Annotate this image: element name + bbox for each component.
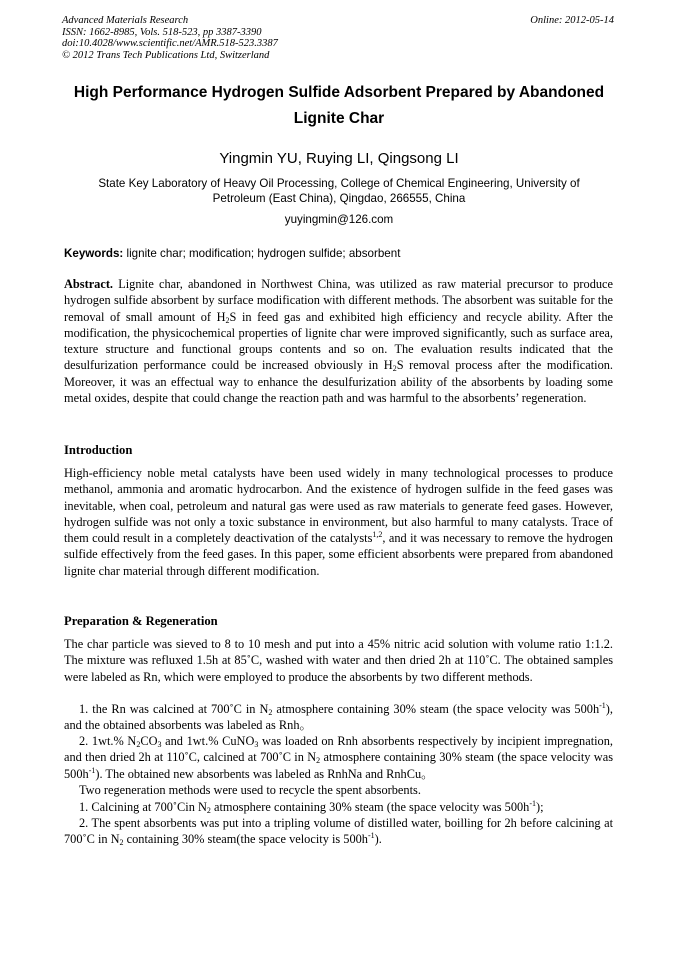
journal-header [62,15,278,61]
affiliation-line-2: Petroleum (East China), Qingdao, 266555, China [212,192,466,205]
affiliation-line-1: State Key Laboratory of Heavy Oil Processing, College of Chemical Engineering, University of [98,177,580,190]
title-line-2: Lignite Char [293,110,385,127]
affiliation [72,176,606,206]
journal-doi: doi:10.4028/www.scientific.net/AMR.518-523.3387 [62,38,278,49]
preparation-paragraph: The char particle was sieved to 8 to 10 mesh and put into a 45% nitric acid solution with volume ratio 1:1.2. The mixture was refluxed 1.5h at 85˚C, washed with water and then dried 2h at 110˚C. The obtained samples were labeled as Rn, which were employed to produce the absorbents by two different methods. [64,637,613,684]
journal-name: Advanced Materials Research [62,15,189,26]
regeneration-intro: Two regeneration methods were used to recycle the spent absorbents. [79,783,421,797]
keywords-text: lignite char; modification; hydrogen sulfide; absorbent [126,247,401,260]
keywords [64,247,400,260]
regeneration-method-1: 1. Calcining at 700˚Cin $N_2$ atmosphere containing 30% steam (the space velocity was $500h^{-1}$); [79,799,544,815]
preparation-heading: Preparation & Regeneration [64,614,218,628]
author-list: Yingmin YU, Ruying LI, Qingsong LI [219,150,459,167]
method-1-paragraph: 1. the Rn was calcined at 700˚C in $N_2$ atmosphere containing 30% steam (the space velocity was $500h^{-1}$), and the obtained absorbents was labeled as Rnh。 [64,701,613,733]
method-2-paragraph: 2. 1wt.% $N_2CO_3$ and 1wt.% CuNO$_3$ was loaded on Rnh absorbents respectively by incipient impregnation, and then dried 2h at 110˚C, calcined at 700˚C in $N_2$ atmosphere containing 30% steam (the space velocity was $500h^{-1}$). The obtained new absorbents was labeled as RnhNa and RnhCu。 [64,734,613,781]
abstract-label: Abstract. [64,277,114,291]
introduction-heading: Introduction [64,443,133,457]
introduction-paragraph: High-efficiency noble metal catalysts have been used widely in many technological processes to produce methanol, ammonia and aromatic hydrocarbon. And the existence of hydrogen sulfide in the feed gases was inevitable, when coal, petroleum and natural gas were used as raw materials to generate feed gases. However, hydrogen sulfide was not only a toxic substance in environment, but also harmful to many catalysts. Trace of them could result in a completely deactivation of the catalysts$^{1,2}$, and it was necessary to remove the hydrogen sulfide effectively from the feed gases. In this paper, some efficient absorbents were prepared from abandoned lignite char material through different modification. [64,466,613,578]
title-line-1: High Performance Hydrogen Sulfide Adsorbent Prepared by Abandoned [73,84,605,101]
keywords-label: Keywords: [64,247,124,260]
abstract-paragraph: Abstract. Lignite char, abandoned in Northwest China, was utilized as raw material precursor to produce hydrogen sulfide absorbent by surface modification with different methods. The absorbent was suitable for the removal of small amount of $H_2S$ in feed gas and exhibited high efficiency and recycle ability. After the modification, the physicochemical properties of lignite char were improved significantly, such as surface area, texture structure and functional groups contents and so on. The evaluation results indicated that the desulfurization performance could be increased obviously in $H_2S$ removal process after the modification. Moreover, it was an effectual way to enhance the desulfurization ability of the absorbents by loading some metal oxides, despite that could change the reaction path and was harmful to the absorbents’ regeneration. [64,277,614,406]
paper-title [52,80,626,132]
online-date: Online: 2012-05-14 [530,15,614,26]
journal-issn: ISSN: 1662-8985, Vols. 518-523, pp 3387-3390 [62,26,262,38]
journal-copyright: © 2012 Trans Tech Publications Ltd, Switzerland [62,49,270,61]
regeneration-method-2: 2. The spent absorbents was put into a tripling volume of distilled water, boilling for 2h before calcining at 700˚C in $N_2$ containing 30% steam(the space velocity is $500h^{-1}$). [64,816,613,848]
author-email: yuyingmin@126.com [284,213,394,226]
